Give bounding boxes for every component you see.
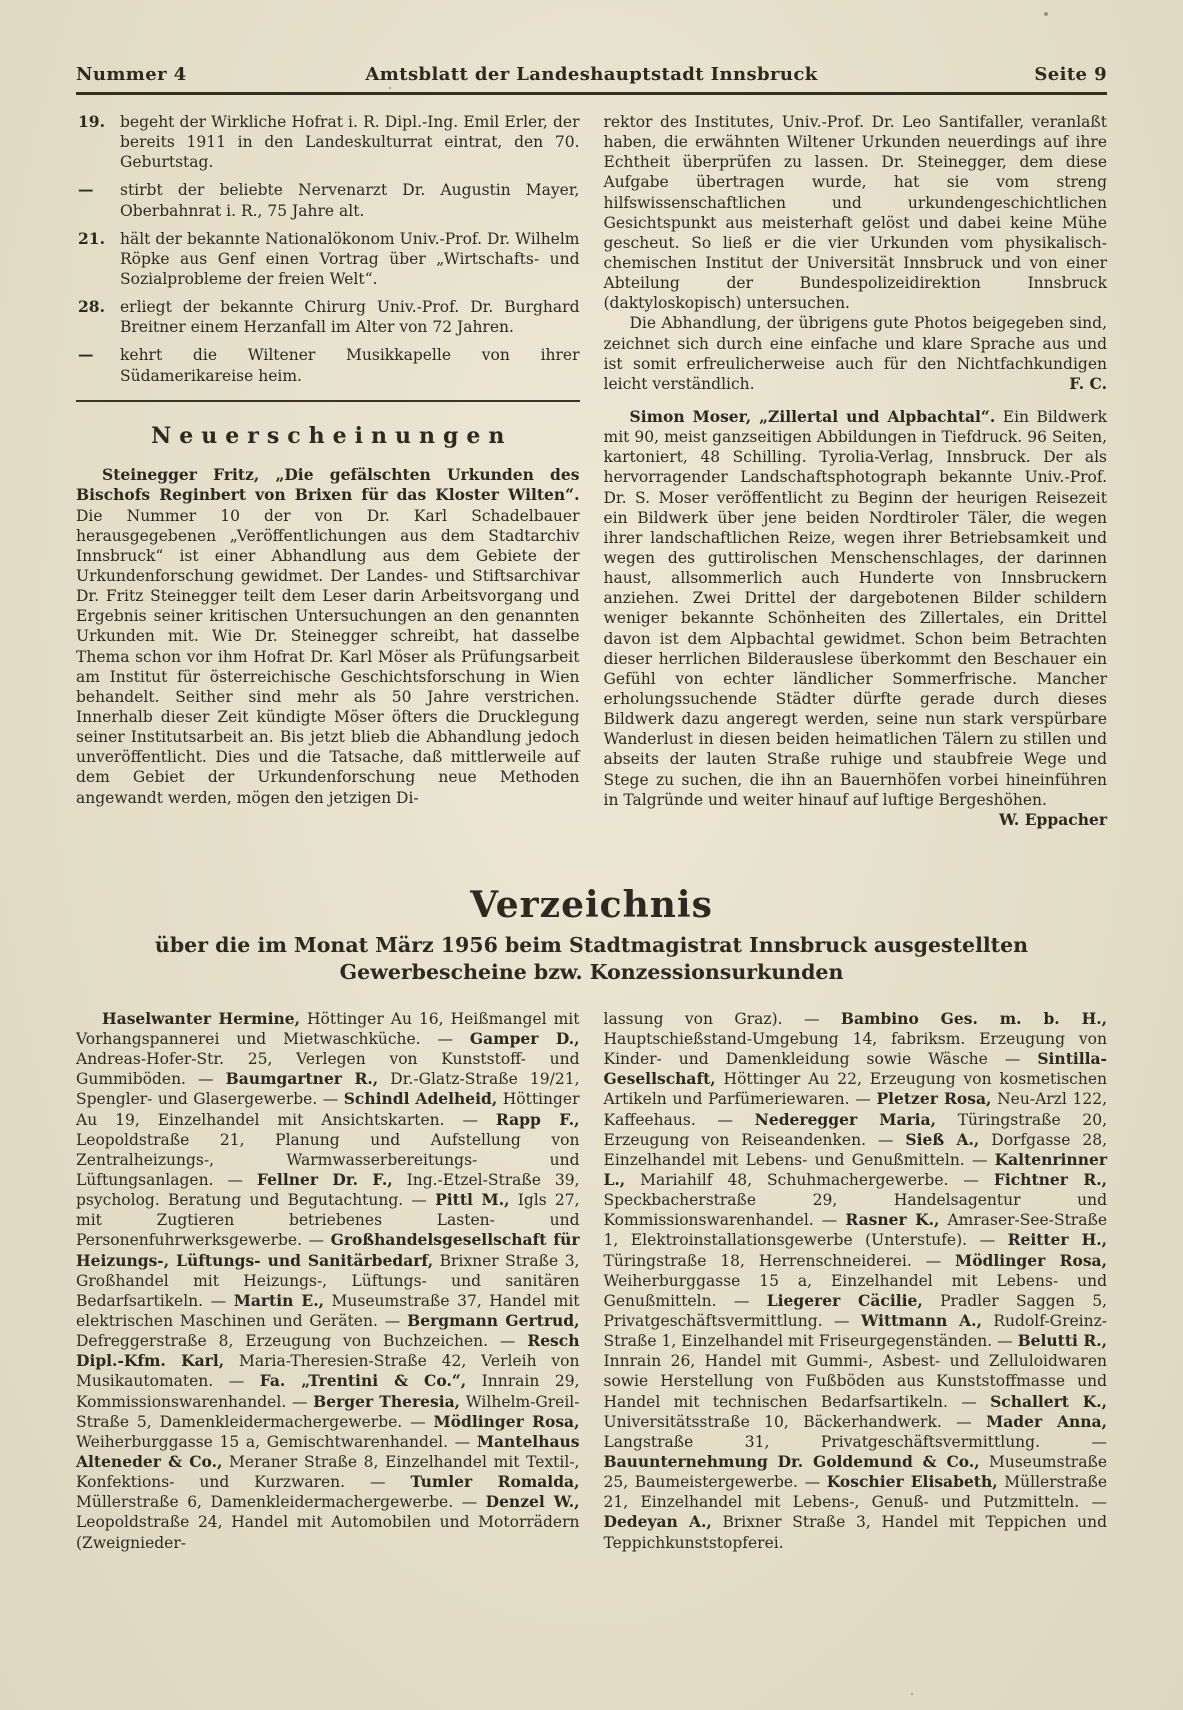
entry-marker: 21. [78,228,105,248]
bold-name-run: Fichtner R., [993,1170,1107,1190]
section-divider-rule [76,400,580,402]
bold-name-run: Tumler Romalda, [410,1472,580,1492]
right-column [604,112,1108,830]
masthead [76,64,1107,85]
chronicle-entry [76,180,580,220]
bold-name-run: Nederegger Maria, [754,1109,936,1129]
bold-name-run: Rasner K., [845,1210,940,1230]
text-run: Die Nummer 10 der von Dr. Karl Schadelbauer herausgegebenen „Veröffentlichungen aus dem Stadtarchiv Innsbruck“ ist einer Abhandlung aus dem Gebiete der Urkundenforschung gewidmet. Der Landes- und Stiftsarchivar Dr. Fritz Steinegger teilt dem Leser darin Arbeitsvorgang und Ergebnis seiner kritischen Untersuchungen an den genannten Urkunden mit. Wie Dr. Steinegger schreibt, hat dasselbe Thema schon vor ihm Hofrat Dr. Karl Möser als Prüfungsarbeit am Institut für österreichische Geschichtsforschung in Wien behandelt. Seither sind mehr als 50 Jahre verstrichen. Innerhalb dieser Zeit kündigte Möser öfters die Drucklegung seiner Institutsarbeit an. Bis jetzt blieb die Abhandlung jedoch unveröffentlicht. Dies und die Tatsache, daß mittlerweile auf dem Gebiet der Urkundenforschung neue Methoden angewandt werden, mögen den jetzigen Di- [76,506,580,807]
directory-header [76,884,1107,984]
text-run: Brixner Straße 3, Handel mit Teppichen und Teppichkunststopferei. [603,1513,1108,1552]
bold-name-run: Bergmann Gertrud, [407,1311,580,1331]
text-run: Speckbacherstraße 29, Handelsagentur und Kommissionswarenhandel. — [603,1191,1107,1230]
entry-text: kehrt die Wiltener Musikkapelle von ihrer Südamerikareise heim. [120,346,580,385]
bold-name-run: Resch Dipl.-Kfm. Karl, [76,1331,580,1371]
bold-name-run: Gamper D., [469,1029,580,1049]
text-run: Wilhelm-Greil-Straße 5, Damenkleidermachergewerbe. — [76,1392,580,1431]
entry-marker: — [78,345,94,365]
review-moser-paragraph [603,406,1108,829]
bold-name-run: Pittl M., [435,1190,510,1210]
chronicle-entry [76,345,580,385]
text-run: Museumstraße 37, Handel mit elektrischen Maschinen und Geräten. — [76,1291,580,1331]
text-run: Weiherburggasse 15 a, Gemischtwarenhandel. — [76,1432,477,1451]
review-steinegger-paragraph [76,465,580,807]
bold-name-run: Sieß A., [905,1129,980,1149]
text-run: Innrain 29, Kommissionswarenhandel. — [76,1372,580,1411]
entry-text: begeht der Wirkliche Hofrat i. R. Dipl.-Ing. Emil Erler, der bereits 1911 in den Landeskulturrat eintrat, den 70. Geburtstag. [120,113,580,172]
text-run: Höttinger Au 19, Einzelhandel mit Ansichtskarten. — [76,1090,580,1129]
directory-subtitle-line2: Gewerbescheine bzw. Konzessionsurkunden [339,959,844,984]
bold-name-run: Denzel W., [485,1492,580,1512]
text-run: Die Abhandlung, der übrigens gute Photos beigegeben sind, zeichnet sich durch eine einfache und klare Sprache aus und ist somit erfreulicherweise auch für den Nichtfachkundigen leicht verständlich. [603,314,1107,393]
bold-name-run: Fa. „Trentini & Co.“, [259,1371,467,1391]
text-run: Weiherburggasse 15 a, Einzelhandel mit Lebens- und Genußmitteln. — [603,1271,1107,1310]
review-steinegger-continuation [604,112,1108,313]
page-number: Seite 9 [1034,64,1107,85]
bold-name-run: Mödlinger Rosa, [433,1411,580,1431]
bold-name-run: Sintilla-Gesellschaft, [603,1049,1107,1089]
bold-name-run: Martin E., [233,1290,324,1310]
entry-marker: 19. [78,112,105,131]
text-run: Ein Bildwerk mit 90, meist ganzseitigen Abbildungen in Tiefdruck. 96 Seiten, kartoniert, 48 Schilling. Tyrolia-Verlag, Innsbruck. Der als hervorragender Landschaftsphotograph bekannte Univ.-Prof. Dr. S. Moser veröffentlicht zu Beginn der heurigen Reisezeit ein Bildwerk über jene beiden Nordtiroler Täler, die wegen ihrer landschaftlichen Reize, wegen ihrer Betriebsamkeit und wegen des guttirolischen Menschenschlages, der darinnen haust, allsommerlich auch Hunderte von Innsbruckern anziehen. Zwei Drittel der dargebotenen Bilder schildern weniger bekannte Schönheiten des Zillertales, ein Drittel davon ist dem Alpbachtal gewidmet. Schon beim Betrachten dieser herrlichen Bilderauslese überkommt den Beschauer ein Gefühl von echter ländlicher Sommerfrische. Mancher erholungssuchende Städter dürfte gerade durch dieses Bildwerk dazu angeregt werden, seine nun stark verspürbare Wanderlust in diesen beiden heimatlichen Tälern zu stillen und abseits der lauten Straße ruhige und staubfreie Wege und Stege zu suchen, die ihn an Bauernhöfen vorbei hineinführen in Talgründe und weiter hinauf auf luftige Bergeshöhen. [603,407,1108,809]
text-run: Leopoldstraße 24, Handel mit Automobilen und Motorrädern (Zweignieder- [76,1513,580,1552]
bold-name-run: Berger Theresia, [313,1391,461,1411]
text-run: Rudolf-Greinz-Straße 1, Einzelhandel mit Friseurgegenständen. — [603,1312,1107,1351]
directory-left-column [76,1009,580,1553]
bold-name-run: Bauunternehmung Dr. Goldemund & Co., [603,1452,980,1472]
bold-name-run: Simon Moser, „Zillertal und Alpbachtal“. [629,406,996,426]
text-run: Igls 27, mit Zugtieren betriebenes Lasten- und Personenfuhrwerksgewerbe. — [76,1191,580,1250]
issue-number: Nummer 4 [76,64,187,85]
bold-name-run: Wittmann A., [860,1311,982,1331]
bold-name-run: Dedeyan A., [603,1512,712,1532]
bold-name-run: Fellner Dr. F., [256,1170,393,1190]
directory-right-column [604,1009,1108,1553]
text-run: Dorfgasse 28, Einzelhandel mit Lebens- und Genußmitteln. — [603,1130,1108,1169]
text-run: lassung von Graz). — [603,1009,841,1028]
bold-name-run: Großhandelsgesellschaft für Heizungs-, Lüftungs- und Sanitärbedarf, [76,1230,580,1270]
chronicle-entry [76,297,580,337]
text-run: Mariahilf 48, Schuhmachergewerbe. — [625,1171,994,1190]
bold-name-run: Haselwanter Hermine, [102,1008,300,1028]
review-steinegger-closing [604,313,1108,394]
entry-text: erliegt der bekannte Chirurg Univ.-Prof. Dr. Burghard Breitner einem Herzanfall im Alter von 72 Jahren. [120,298,580,337]
text-run: Amraser-See-Straße 1, Elektroinstallationsgewerbe (Unterstufe). — [603,1211,1107,1250]
text-run: Brixner Straße 3, Großhandel mit Heizungs-, Lüftungs- und sanitären Bedarfsartikeln. — [76,1251,580,1310]
chronicle-list [76,112,580,386]
entry-marker: 28. [78,297,105,317]
text-run: Müllerstraße 21, Einzelhandel mit Lebens-, Genuß- und Putzmitteln. — [603,1473,1107,1512]
text-run: Ing.-Etzel-Straße 39, psycholog. Beratung und Begutachtung. — [76,1171,580,1210]
chronicle-entry [76,229,580,289]
text-run: rektor des Institutes, Univ.-Prof. Dr. Leo Santifaller, veranlaßt haben, die erwähnten Wiltener Urkunden neuerdings auf ihre Echtheit überprüfen zu lassen. Dr. Steinegger, dem diese Aufgabe übertragen wurde, hat sie vom streng hilfswissenschaftlichen und urkundengeschichtlichen Gesichtspunkt aus meisterhaft gelöst und dabei keine Mühe gescheut. So ließ er die vier Urkunden vom physikalisch-chemischen Institut der Universität Innsbruck und von einer Abteilung der Bundespolizeidirektion Innsbruck (daktyloskopisch) untersuchen. [603,113,1107,313]
text-run: Türingstraße 20, Erzeugung von Reiseandenken. — [603,1110,1107,1149]
masthead-rule [76,92,1107,95]
left-column [76,112,580,830]
bold-name-run: Rapp F., [495,1109,580,1129]
entry-text: stirbt der beliebte Nervenarzt Dr. Augustin Mayer, Oberbahnrat i. R., 75 Jahre alt. [120,181,580,220]
upper-section [76,112,1107,830]
text-run: Meraner Straße 8, Einzelhandel mit Textil-, Konfektions- und Kurzwaren. — [76,1453,580,1492]
author-signature: W. Eppacher [998,809,1107,829]
bold-name-run: Baumgartner R., [225,1069,379,1089]
bold-name-run: Mödlinger Rosa, [955,1250,1107,1270]
bold-name-run: Schindl Adelheid, [343,1089,498,1109]
bold-name-run: Belutti R., [1017,1331,1108,1351]
text-run: Dr.-Glatz-Straße 19/21, Spengler- und Glasergewerbe. — [76,1070,580,1109]
directory-title: Verzeichnis [470,883,713,926]
text-run: Türingstraße 18, Herrenschneiderei. — [603,1251,956,1270]
bold-name-run: Mader Anna, [986,1411,1107,1431]
bold-name-run: Pletzer Rosa, [876,1089,992,1109]
text-run: Müllerstraße 6, Damenkleidermachergewerbe. — [76,1493,486,1512]
text-run: Museumstraße 25, Baumeistergewerbe. — [603,1453,1107,1492]
text-run: Andreas-Hofer-Str. 25, Verlegen von Kunststoff- und Gummiböden. — [76,1050,580,1089]
text-run: Langstraße 31, Privatgeschäftsvermittlung. — [603,1432,1107,1451]
directory-section [76,1009,1107,1553]
text-run: Leopoldstraße 21, Planung und Aufstellung von Zentralheizungs-, Warmwasserbereitungs- und Lüftungsanlagen. — [76,1130,580,1190]
author-signature: F. C. [1069,373,1107,393]
entry-marker: — [78,180,94,200]
entry-text: hält der bekannte Nationalökonom Univ.-Prof. Dr. Wilhelm Röpke aus Genf einen Vortrag über „Wirtschafts- und Sozialprobleme der freien Welt“. [120,229,580,288]
text-run: Innrain 26, Handel mit Gummi-, Asbest- und Zelluloidwaren sowie Herstellung von Fußböden aus Kunststoffmasse und Handel mit technischen Bedarfsartikeln. — [603,1352,1107,1411]
bold-name-run: Reitter H., [1007,1230,1108,1250]
directory-subtitle-line1: über die im Monat März 1956 beim Stadtmagistrat Innsbruck ausgestellten [154,932,1029,957]
text-run: Höttinger Au 22, Erzeugung von kosmetischen Artikeln und Parfümeriewaren. — [603,1070,1107,1109]
bold-name-run: Liegerer Cäcilie, [766,1290,923,1310]
bold-name-run: Schallert K., [990,1391,1108,1411]
text-run: Pradler Saggen 5, Privatgeschäftsvermittlung. — [603,1291,1107,1331]
bold-name-run: Mantelhaus Alteneder & Co., [76,1431,580,1472]
bold-name-run: Kaltenrinner L., [603,1149,1107,1190]
text-run: Hauptschießstand-Umgebung 14, fabriksm. Erzeugung von Kinder- und Damenkleidung sowie Wäsche — [603,1030,1107,1069]
text-run: Neu-Arzl 122, Kaffeehaus. — [603,1090,1107,1129]
text-run: Höttinger Au 16, Heißmangel mit Vorhangspannerei und Mietwaschküche. — [76,1009,580,1049]
masthead-title: Amtsblatt der Landeshauptstadt Innsbruck [365,64,818,85]
neuerscheinungen-heading: Neuerscheinungen [151,422,513,449]
bold-name-run: Bambino Ges. m. b. H., [840,1008,1108,1028]
text-run: Universitätsstraße 10, Bäckerhandwerk. — [603,1412,987,1431]
text-run: Defreggerstraße 8, Erzeugung von Buchzeichen. — [76,1332,528,1351]
bold-name-run: Koschier Elisabeth, [826,1472,998,1492]
bold-name-run: Steinegger Fritz, „Die gefälschten Urkunden des Bischofs Reginbert von Brixen für das Kloster Wilten“. [76,465,580,505]
text-run: Maria-Theresien-Straße 42, Verleih von Musikautomaten. — [76,1352,580,1391]
chronicle-entry [76,112,580,172]
